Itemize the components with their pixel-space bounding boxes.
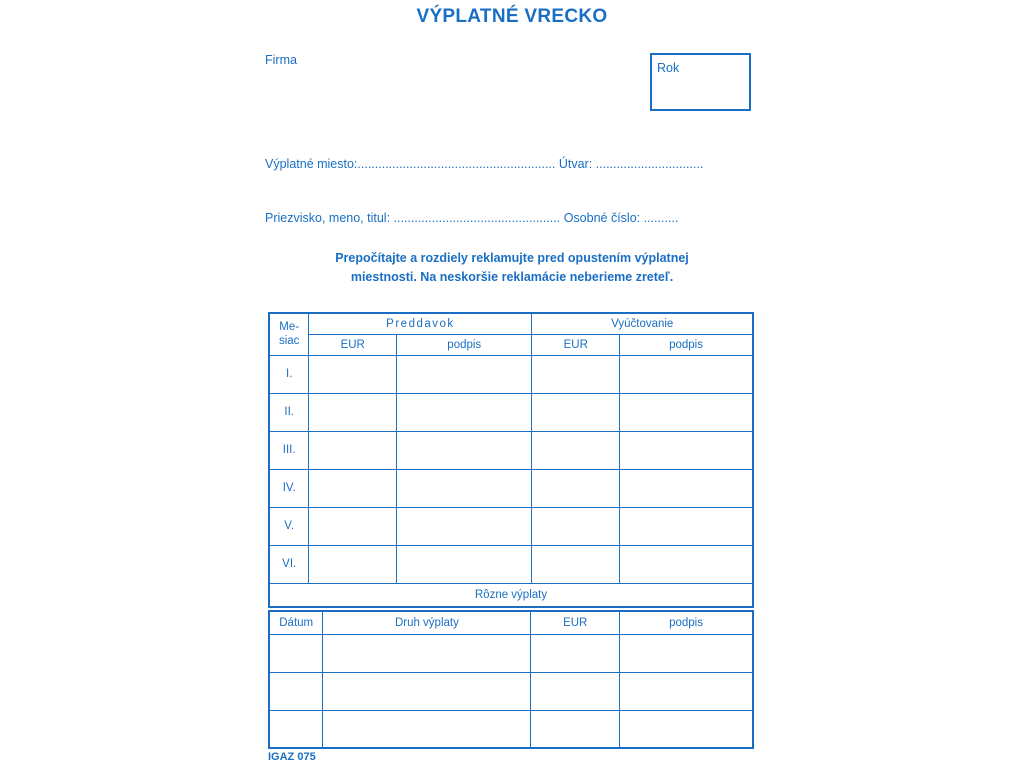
podpis-cell[interactable] (620, 710, 753, 748)
form-title: VÝPLATNÉ VRECKO (416, 6, 608, 27)
table-row (269, 634, 753, 672)
month-label: IV. (269, 469, 309, 507)
preddavok-podpis-cell[interactable] (397, 431, 532, 469)
monthly-table (268, 312, 754, 608)
vyuctovanie-eur-cell[interactable] (532, 431, 620, 469)
month-label: II. (269, 393, 309, 431)
other-payments-table (268, 610, 754, 749)
vyuctovanie-eur-cell[interactable] (532, 469, 620, 507)
priezvisko-line: Priezvisko, meno, titul: ................................................ Osobné číslo: .......... (265, 211, 679, 225)
preddavok-podpis-cell[interactable] (397, 469, 532, 507)
table-row (269, 393, 753, 431)
podpis-cell[interactable] (620, 672, 753, 710)
preddavok-eur-cell[interactable] (309, 545, 397, 583)
month-label: VI. (269, 545, 309, 583)
eur-header: EUR (531, 611, 620, 634)
rok-box (650, 53, 751, 111)
preddavok-eur-cell[interactable] (309, 393, 397, 431)
datum-header: Dátum (269, 611, 323, 634)
notice (250, 249, 774, 287)
mesiac-header-1: Me- (279, 321, 300, 334)
table-row (269, 355, 753, 393)
vyuctovanie-podpis-cell[interactable] (620, 431, 753, 469)
notice-line-1: Prepočítajte a rozdiely reklamujte pred opustením výplatnej (335, 251, 689, 265)
datum-cell[interactable] (269, 710, 323, 748)
vyuctovanie-eur-cell[interactable] (532, 545, 620, 583)
table-row (269, 431, 753, 469)
table-row (269, 507, 753, 545)
table-row (269, 672, 753, 710)
druh-cell[interactable] (323, 634, 531, 672)
notice-line-2: miestnosti. Na neskoršie reklamácie neberieme zreteľ. (350, 270, 674, 284)
vyuctovanie-podpis-cell[interactable] (620, 545, 753, 583)
vyuctovanie-header: Vyúčtovanie (532, 313, 753, 334)
vyplatne-miesto-line: Výplatné miesto:......................................................... Útvar: ............................... (265, 157, 704, 171)
vyuctovanie-podpis-cell[interactable] (620, 393, 753, 431)
preddavok-eur-header: EUR (309, 334, 397, 355)
podpis-header: podpis (620, 611, 753, 634)
preddavok-eur-cell[interactable] (309, 431, 397, 469)
table-row (269, 710, 753, 748)
table-row (269, 545, 753, 583)
preddavok-podpis-cell[interactable] (397, 507, 532, 545)
vyuctovanie-podpis-header: podpis (620, 334, 753, 355)
preddavok-eur-cell[interactable] (309, 469, 397, 507)
firma-label: Firma (265, 53, 297, 67)
druh-vyplaty-header: Druh výplaty (323, 611, 531, 634)
vyuctovanie-eur-cell[interactable] (532, 507, 620, 545)
preddavok-podpis-cell[interactable] (397, 545, 532, 583)
preddavok-header: Preddavok (309, 313, 532, 334)
druh-cell[interactable] (323, 710, 531, 748)
preddavok-eur-cell[interactable] (309, 355, 397, 393)
preddavok-eur-cell[interactable] (309, 507, 397, 545)
month-label: V. (269, 507, 309, 545)
vyuctovanie-eur-cell[interactable] (532, 393, 620, 431)
form-code: IGAZ 075 (268, 751, 316, 763)
datum-cell[interactable] (269, 672, 323, 710)
mesiac-header (269, 313, 309, 355)
preddavok-podpis-cell[interactable] (397, 393, 532, 431)
table-row (269, 469, 753, 507)
podpis-cell[interactable] (620, 634, 753, 672)
mesiac-header-2: siac (278, 335, 300, 348)
rozne-vyplaty-header: Rôzne výplaty (269, 583, 753, 607)
vyuctovanie-podpis-cell[interactable] (620, 355, 753, 393)
vyuctovanie-eur-header: EUR (532, 334, 620, 355)
eur-cell[interactable] (531, 634, 620, 672)
month-label: I. (269, 355, 309, 393)
vyuctovanie-eur-cell[interactable] (532, 355, 620, 393)
month-label: III. (269, 431, 309, 469)
druh-cell[interactable] (323, 672, 531, 710)
preddavok-podpis-cell[interactable] (397, 355, 532, 393)
datum-cell[interactable] (269, 634, 323, 672)
vyuctovanie-podpis-cell[interactable] (620, 469, 753, 507)
eur-cell[interactable] (531, 672, 620, 710)
eur-cell[interactable] (531, 710, 620, 748)
vyuctovanie-podpis-cell[interactable] (620, 507, 753, 545)
rok-label: Rok (657, 61, 680, 75)
preddavok-podpis-header: podpis (397, 334, 532, 355)
